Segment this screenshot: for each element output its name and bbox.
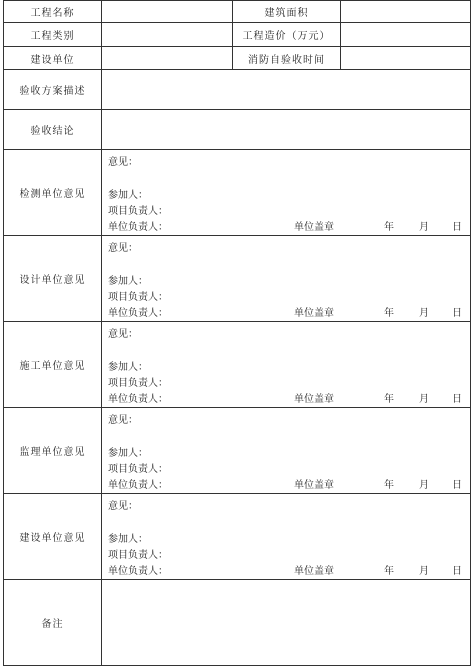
unit-responsible-label: 单位负责人： bbox=[108, 308, 168, 319]
opinion-label: 意见： bbox=[108, 243, 138, 254]
unit-seal-label: 单位盖章 bbox=[294, 480, 334, 491]
header-row-construction-unit bbox=[4, 47, 471, 70]
opinion-section-label: 建设单位意见 bbox=[4, 494, 102, 580]
unit-responsible-label: 单位负责人： bbox=[108, 394, 168, 405]
month-label: 月 bbox=[419, 394, 429, 405]
opinion-section-body[interactable] bbox=[102, 322, 471, 408]
building-area-label: 建筑面积 bbox=[233, 1, 341, 23]
header-row-project-category bbox=[4, 23, 471, 47]
self-inspection-time-label: 消防自验收时间 bbox=[233, 47, 341, 70]
remarks-field[interactable] bbox=[102, 580, 471, 666]
unit-seal-label: 单位盖章 bbox=[294, 394, 334, 405]
day-label: 日 bbox=[452, 222, 462, 233]
project-lead-label: 项目负责人： bbox=[108, 378, 168, 389]
unit-seal-label: 单位盖章 bbox=[294, 222, 334, 233]
participants-label: 参加人： bbox=[108, 448, 148, 459]
opinion-section-label: 施工单位意见 bbox=[4, 322, 102, 408]
project-cost-field[interactable] bbox=[341, 23, 471, 47]
participants-label: 参加人： bbox=[108, 534, 148, 545]
unit-responsible-label: 单位负责人： bbox=[108, 222, 168, 233]
opinion-section bbox=[4, 408, 471, 494]
month-label: 月 bbox=[419, 566, 429, 577]
acceptance-plan-row bbox=[4, 70, 471, 110]
opinion-section bbox=[4, 150, 471, 236]
year-label: 年 bbox=[384, 566, 394, 577]
construction-unit-label: 建设单位 bbox=[4, 47, 102, 70]
self-inspection-time-field[interactable] bbox=[341, 47, 471, 70]
participants-label: 参加人： bbox=[108, 190, 148, 201]
acceptance-form-table bbox=[3, 0, 471, 666]
month-label: 月 bbox=[419, 480, 429, 491]
opinion-section-body[interactable] bbox=[102, 236, 471, 322]
opinion-section-label: 监理单位意见 bbox=[4, 408, 102, 494]
unit-responsible-label: 单位负责人： bbox=[108, 566, 168, 577]
year-label: 年 bbox=[384, 394, 394, 405]
unit-seal-label: 单位盖章 bbox=[294, 566, 334, 577]
project-lead-label: 项目负责人： bbox=[108, 464, 168, 475]
remarks-label: 备注 bbox=[4, 580, 102, 666]
building-area-field[interactable] bbox=[341, 1, 471, 23]
opinion-section-body[interactable] bbox=[102, 408, 471, 494]
year-label: 年 bbox=[384, 480, 394, 491]
acceptance-conclusion-label: 验收结论 bbox=[4, 110, 102, 150]
acceptance-plan-field[interactable] bbox=[102, 70, 471, 110]
unit-responsible-label: 单位负责人： bbox=[108, 480, 168, 491]
opinion-section bbox=[4, 494, 471, 580]
construction-unit-field[interactable] bbox=[102, 47, 233, 70]
project-lead-label: 项目负责人： bbox=[108, 206, 168, 217]
month-label: 月 bbox=[419, 308, 429, 319]
project-name-label: 工程名称 bbox=[4, 1, 102, 23]
project-lead-label: 项目负责人： bbox=[108, 550, 168, 561]
opinion-label: 意见： bbox=[108, 329, 138, 340]
project-lead-label: 项目负责人： bbox=[108, 292, 168, 303]
day-label: 日 bbox=[452, 308, 462, 319]
remarks-row bbox=[4, 580, 471, 666]
acceptance-plan-label: 验收方案描述 bbox=[4, 70, 102, 110]
project-cost-label: 工程造价（万元） bbox=[233, 23, 341, 47]
acceptance-conclusion-row bbox=[4, 110, 471, 150]
opinion-label: 意见： bbox=[108, 501, 138, 512]
opinion-label: 意见： bbox=[108, 157, 138, 168]
participants-label: 参加人： bbox=[108, 276, 148, 287]
opinion-section bbox=[4, 236, 471, 322]
opinion-label: 意见： bbox=[108, 415, 138, 426]
opinion-section-body[interactable] bbox=[102, 494, 471, 580]
participants-label: 参加人： bbox=[108, 362, 148, 373]
acceptance-conclusion-field[interactable] bbox=[102, 110, 471, 150]
day-label: 日 bbox=[452, 566, 462, 577]
header-row-project-name bbox=[4, 1, 471, 23]
year-label: 年 bbox=[384, 308, 394, 319]
opinion-section bbox=[4, 322, 471, 408]
day-label: 日 bbox=[452, 394, 462, 405]
project-category-field[interactable] bbox=[102, 23, 233, 47]
day-label: 日 bbox=[452, 480, 462, 491]
month-label: 月 bbox=[419, 222, 429, 233]
opinion-section-body[interactable] bbox=[102, 150, 471, 236]
project-name-field[interactable] bbox=[102, 1, 233, 23]
opinion-section-label: 设计单位意见 bbox=[4, 236, 102, 322]
project-category-label: 工程类别 bbox=[4, 23, 102, 47]
opinion-section-label: 检测单位意见 bbox=[4, 150, 102, 236]
unit-seal-label: 单位盖章 bbox=[294, 308, 334, 319]
year-label: 年 bbox=[384, 222, 394, 233]
